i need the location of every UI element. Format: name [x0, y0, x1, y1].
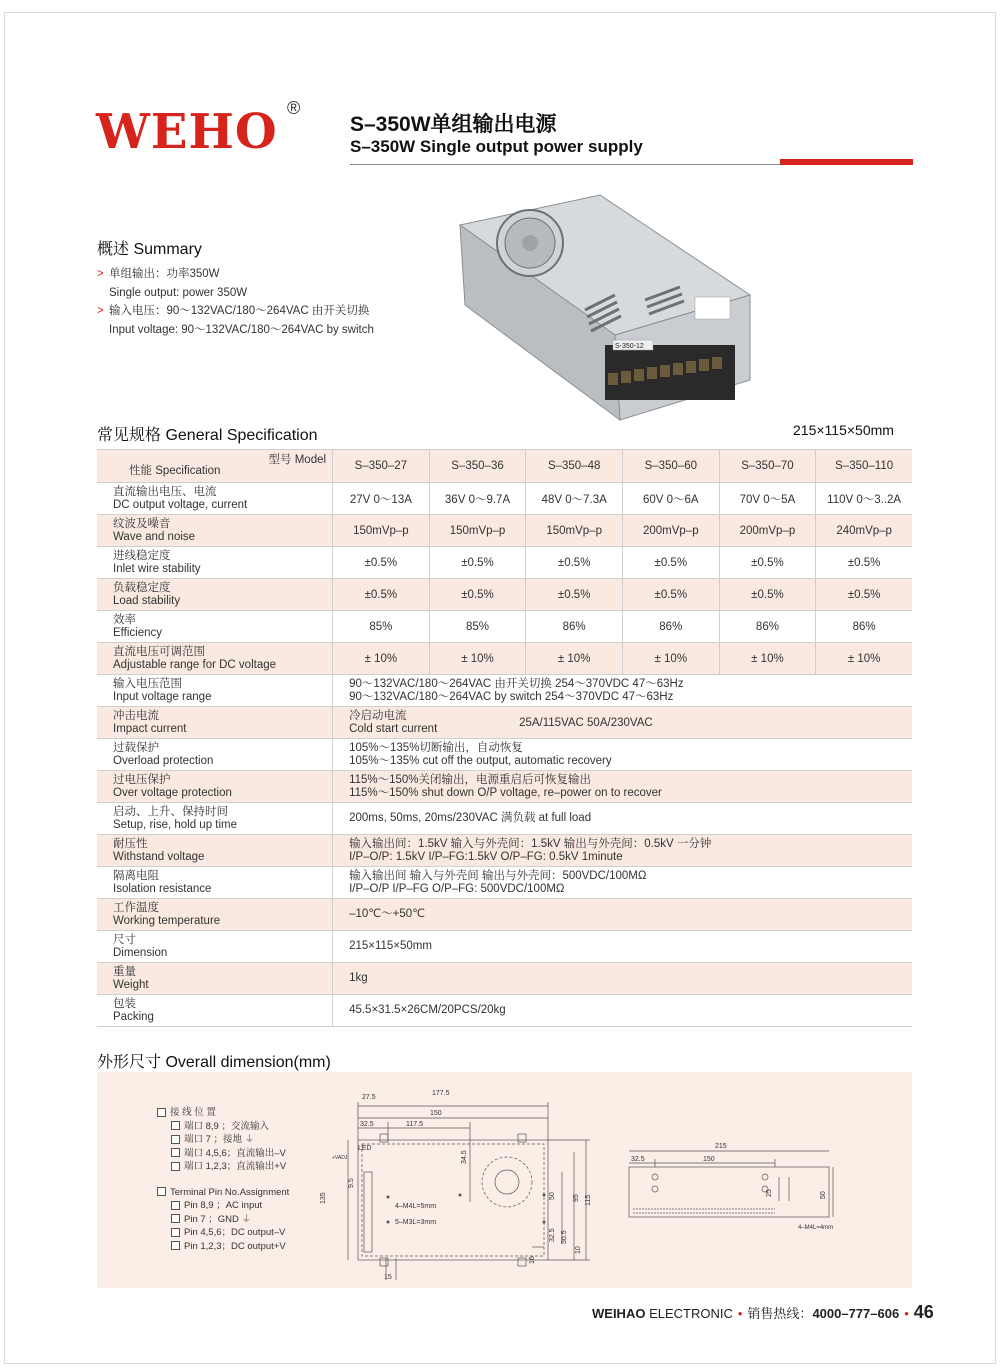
table-cell: 86%: [526, 611, 623, 643]
row-label: 直流输出电压、电流 DC output voltage, current: [97, 483, 333, 515]
spec-dimension: 215×115×50mm: [793, 422, 894, 438]
row-label: 过电压保护 Over voltage protection: [97, 771, 333, 803]
table-cell: ± 10%: [333, 643, 430, 675]
table-cell: 36V 0～9.7A: [429, 483, 526, 515]
table-cell: 150mVp–p: [526, 515, 623, 547]
dim-label: LED: [358, 1145, 372, 1152]
row-label: 隔离电阻 Isolation resistance: [97, 867, 333, 899]
product-label: S-350-12: [615, 343, 644, 350]
dim-label: 50: [820, 1191, 827, 1199]
table-cell: ± 10%: [429, 643, 526, 675]
top-view-drawing: [322, 1082, 622, 1287]
table-cell: 85%: [333, 611, 430, 643]
bullet-icon: [157, 1187, 166, 1196]
table-cell: ±0.5%: [429, 579, 526, 611]
product-image: [455, 195, 755, 425]
table-row: [97, 867, 912, 899]
table-row: [97, 675, 912, 707]
brand-logo: [96, 98, 306, 158]
wide-cell: –10℃～+50℃: [333, 899, 912, 931]
table-row: [97, 803, 912, 835]
model-header: S–350–110: [816, 450, 912, 483]
dim-label: 150: [703, 1156, 715, 1163]
wide-cell: 1kg: [333, 963, 912, 995]
dim-label: 135: [320, 1192, 327, 1204]
dim-label: 5–M3L=3mm: [395, 1219, 437, 1226]
model-header: S–350–36: [429, 450, 526, 483]
dim-label: 9.5: [348, 1178, 355, 1188]
summary-item-cn: > 单组输出：功率350W: [97, 265, 374, 284]
table-cell: 110V 0～3..2A: [816, 483, 912, 515]
table-row: [97, 931, 912, 963]
table-cell: ±0.5%: [526, 579, 623, 611]
table-cell: 200mVp–p: [622, 515, 719, 547]
bullet-dot-icon: •: [904, 1306, 909, 1321]
dim-label: 177.5: [432, 1090, 450, 1097]
dim-label: 117.5: [406, 1121, 423, 1128]
pin-assignment: [157, 1106, 289, 1253]
dim-label: 15: [384, 1274, 392, 1281]
table-cell: 48V 0～7.3A: [526, 483, 623, 515]
table-cell: ± 10%: [719, 643, 816, 675]
dim-label: 95: [573, 1194, 580, 1202]
table-cell: ±0.5%: [816, 579, 912, 611]
arrow-icon: >: [97, 268, 104, 280]
model-header: S–350–70: [719, 450, 816, 483]
spec-table: [97, 449, 912, 1027]
model-header: S–350–60: [622, 450, 719, 483]
dim-label: 4–M4L=5mm: [395, 1203, 437, 1210]
table-cell: 200mVp–p: [719, 515, 816, 547]
summary-item-cn: > 输入电压：90～132VAC/180～264VAC 由开关切换: [97, 302, 374, 321]
bullet-icon: [157, 1108, 166, 1117]
row-label: 启动、上升、保持时间 Setup, rise, hold up time: [97, 803, 333, 835]
bullet-icon: [171, 1228, 180, 1237]
bullet-icon: [171, 1201, 180, 1210]
table-cell: 60V 0～6A: [622, 483, 719, 515]
pin-title-en: Terminal Pin No.Assignment: [157, 1186, 289, 1200]
table-cell: ± 10%: [816, 643, 912, 675]
dim-label: 215: [715, 1143, 727, 1150]
pin-item: Pin 8,9 ；AC input: [157, 1199, 289, 1213]
table-cell: ±0.5%: [622, 579, 719, 611]
table-cell: 85%: [429, 611, 526, 643]
pin-item: 端口 8,9 ；交流输入: [157, 1120, 289, 1134]
row-label: 尺寸 Dimension: [97, 931, 333, 963]
impact-current-values: 25A/115VAC 50A/230VAC: [519, 716, 653, 729]
table-cell: ±0.5%: [429, 547, 526, 579]
table-row: [97, 899, 912, 931]
pin-item: Pin 1,2,3；DC output+V: [157, 1240, 289, 1254]
spec-heading: 常见规格 General Specification: [97, 427, 318, 444]
row-label: 工作温度 Working temperature: [97, 899, 333, 931]
summary-item-en: Single output: power 350W: [109, 286, 248, 299]
page-title-cn: S–350W单组输出电源: [350, 113, 557, 136]
pin-item: 端口 4,5,6；直流输出–V: [157, 1147, 289, 1161]
registered-mark: ®: [287, 98, 301, 118]
table-cell: 70V 0～5A: [719, 483, 816, 515]
pin-item: Pin 4,5,6；DC output–V: [157, 1226, 289, 1240]
dim-label: 25: [766, 1189, 773, 1197]
page-title-en: S–350W Single output power supply: [350, 137, 643, 156]
wide-cell: 200ms, 50ms, 20ms/230VAC 满负载 at full load: [333, 803, 912, 835]
table-header-row: [97, 450, 912, 483]
table-row: [97, 643, 912, 675]
dim-label: 34.5: [461, 1150, 468, 1164]
table-cell: ±0.5%: [719, 579, 816, 611]
pin-title-cn: 接 线 位 置: [157, 1106, 289, 1120]
dim-label: 32.5: [631, 1156, 645, 1163]
table-cell: 27V 0～13A: [333, 483, 430, 515]
bullet-icon: [171, 1214, 180, 1223]
wide-cell: 冷启动电流 Cold start current 25A/115VAC 50A/230VAC: [333, 707, 912, 739]
pin-item: 端口 1,2,3；直流输出+V: [157, 1160, 289, 1174]
table-row: [97, 963, 912, 995]
table-cell: 150mVp–p: [429, 515, 526, 547]
table-cell: ±0.5%: [526, 547, 623, 579]
dim-label: 4–M4L=4mm: [798, 1225, 834, 1231]
footer-hotline-label: 销售热线：: [747, 1306, 813, 1321]
dim-label: 32.5: [360, 1121, 374, 1128]
table-row: [97, 707, 912, 739]
pin-item: Pin 7 ；GND ⏚: [157, 1213, 289, 1227]
row-label: 负载稳定度 Load stability: [97, 579, 333, 611]
table-cell: ± 10%: [526, 643, 623, 675]
row-label: 包装 Packing: [97, 995, 333, 1027]
wide-cell: 105%～135%切断输出，自动恢复 105%～135% cut off the output, automatic recovery: [333, 739, 912, 771]
table-row: [97, 547, 912, 579]
wide-cell: 215×115×50mm: [333, 931, 912, 963]
row-label: 纹波及噪音 Wave and noise: [97, 515, 333, 547]
table-cell: 150mVp–p: [333, 515, 430, 547]
table-row: [97, 771, 912, 803]
dim-label: 50: [549, 1192, 556, 1200]
bullet-icon: [171, 1162, 180, 1171]
dim-label: 115: [585, 1194, 592, 1206]
dim-label: +VADJ: [332, 1155, 348, 1161]
bullet-icon: [171, 1241, 180, 1250]
table-cell: 86%: [816, 611, 912, 643]
wide-cell: 45.5×31.5×26CM/20PCS/20kg: [333, 995, 912, 1027]
header-spec-label: 性能 Specification: [129, 465, 221, 477]
bullet-icon: [171, 1121, 180, 1130]
title-accent-bar: [780, 159, 913, 165]
table-cell: 86%: [719, 611, 816, 643]
table-row: [97, 515, 912, 547]
arrow-icon: >: [97, 305, 104, 317]
table-cell: ±0.5%: [333, 547, 430, 579]
wide-cell: 输入输出间：1.5kV 输入与外壳间：1.5kV 输出与外壳间：0.5kV 一分钟 I/P–O/P: 1.5kV I/P–FG:1.5kV O/P–FG: 0.5kV 1minute: [333, 835, 912, 867]
table-cell: ±0.5%: [719, 547, 816, 579]
model-header: S–350–27: [333, 450, 430, 483]
table-row: [97, 995, 912, 1027]
footer-hotline: 4000–777–606: [812, 1306, 900, 1321]
page-footer: [592, 1302, 934, 1323]
dim-label: 27.5: [362, 1094, 376, 1101]
table-cell: ±0.5%: [622, 547, 719, 579]
dim-label: 10: [575, 1246, 582, 1254]
table-cell: ± 10%: [622, 643, 719, 675]
row-label: 过载保护 Overload protection: [97, 739, 333, 771]
table-cell: 86%: [622, 611, 719, 643]
logo-text: WEHO: [96, 104, 278, 160]
bullet-dot-icon: •: [737, 1306, 743, 1321]
page-number: 46: [913, 1302, 934, 1322]
row-label: 冲击电流 Impact current: [97, 707, 333, 739]
table-row: [97, 611, 912, 643]
row-label: 耐压性 Withstand voltage: [97, 835, 333, 867]
table-cell: 240mVp–p: [816, 515, 912, 547]
summary-item-en: Input voltage: 90～132VAC/180～264VAC by switch: [109, 323, 374, 336]
dimension-heading: 外形尺寸 Overall dimension(mm): [97, 1054, 331, 1071]
row-label: 效率 Efficiency: [97, 611, 333, 643]
table-row: [97, 835, 912, 867]
row-label: 输入电压范围 Input voltage range: [97, 675, 333, 707]
summary-heading: 概述 Summary: [97, 241, 202, 258]
row-label: 进线稳定度 Inlet wire stability: [97, 547, 333, 579]
dim-label: 16: [529, 1256, 536, 1264]
row-label: 重量 Weight: [97, 963, 333, 995]
dim-label: 50.5: [561, 1230, 568, 1244]
dim-label: 150: [430, 1110, 442, 1117]
dim-label: 32.5: [549, 1228, 556, 1242]
header-corner-cell: [97, 450, 333, 483]
bullet-icon: [171, 1148, 180, 1157]
wide-cell: 90～132VAC/180～264VAC 由开关切换 254～370VDC 47～63Hz 90～132VAC/180～264VAC by switch 254～370VDC 47～63Hz: [333, 675, 912, 707]
table-cell: ±0.5%: [333, 579, 430, 611]
table-row: [97, 579, 912, 611]
table-cell: ±0.5%: [816, 547, 912, 579]
table-row: [97, 483, 912, 515]
model-header: S–350–48: [526, 450, 623, 483]
pin-item: 端口 7 ；接地 ⏚: [157, 1133, 289, 1147]
header-model-label: 型号 Model: [268, 454, 327, 466]
summary-list: [97, 265, 374, 339]
side-view-drawing: [625, 1137, 840, 1247]
footer-company: WEIHAO: [592, 1306, 646, 1321]
wide-cell: 115%～150%关闭输出，电源重启后可恢复输出 115%～150% shut down O/P voltage, re–power on to recover: [333, 771, 912, 803]
bullet-icon: [171, 1135, 180, 1144]
footer-company-suffix: ELECTRONIC: [645, 1306, 733, 1321]
table-row: [97, 739, 912, 771]
dimension-panel: [97, 1072, 912, 1288]
wide-cell: 输入输出间 输入与外壳间 输出与外壳间：500VDC/100MΩ I/P–O/P I/P–FG O/P–FG: 500VDC/100MΩ: [333, 867, 912, 899]
row-label: 直流电压可调范围 Adjustable range for DC voltage: [97, 643, 333, 675]
